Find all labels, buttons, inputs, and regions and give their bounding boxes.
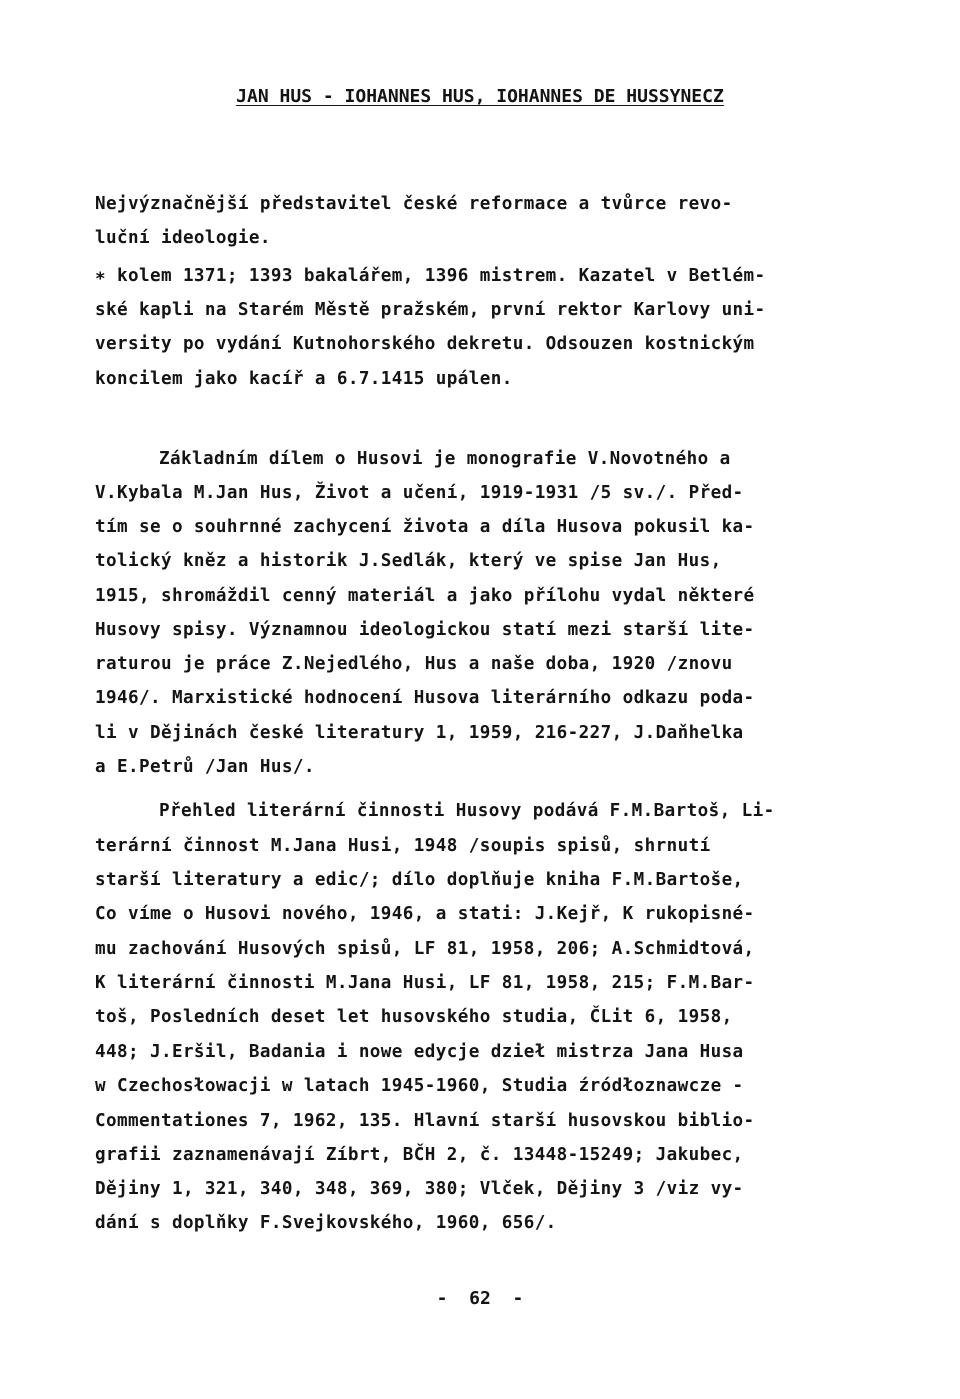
text-line: raturou je práce Z.Nejedlého, Hus a naše doba, 1920 /znovu	[95, 654, 733, 674]
text-line: w Czechosłowacji w latach 1945-1960, Studia źródłoznawcze -	[95, 1076, 744, 1096]
text-line: versity po vydání Kutnohorského dekretu. Odsouzen kostnickým	[95, 334, 755, 354]
text-line: grafii zaznamenávají Zíbrt, BČH 2, č. 13448-15249; Jakubec,	[95, 1145, 744, 1165]
text-line: Co víme o Husovi nového, 1946, a stati: J.Kejř, K rukopisné-	[95, 904, 755, 924]
text-line: V.Kybala M.Jan Hus, Život a učení, 1919-1931 /5 sv./. Před-	[95, 483, 744, 503]
text-line: mu zachování Husových spisů, LF 81, 1958, 206; A.Schmidtová,	[95, 939, 755, 959]
text-line: tolický kněz a historik J.Sedlák, který ve spise Jan Hus,	[95, 551, 722, 571]
text-line: starší literatury a edic/; dílo doplňuje kniha F.M.Bartoše,	[95, 870, 744, 890]
text-line: li v Dějinách české literatury 1, 1959, 216-227, J.Daňhelka	[95, 723, 744, 743]
text-line: koncilem jako kacíř a 6.7.1415 upálen.	[95, 369, 513, 389]
text-line: ské kapli na Starém Městě pražském, první rektor Karlovy uni-	[95, 300, 766, 320]
text-line: K literární činnosti M.Jana Husi, LF 81, 1958, 215; F.M.Bar-	[95, 973, 755, 993]
text-line: tím se o souhrnné zachycení života a díla Husova pokusil ka-	[95, 517, 755, 537]
text-line: ∗ kolem 1371; 1393 bakalářem, 1396 mistrem. Kazatel v Betlém-	[95, 266, 766, 286]
text-line: Nejvýznačnější představitel české reformace a tvůrce revo-	[95, 194, 733, 214]
text-line: a E.Petrů /Jan Hus/.	[95, 757, 315, 777]
page-title	[0, 86, 960, 107]
text-line: Přehled literární činnosti Husovy podává F.M.Bartoš, Li-	[159, 801, 775, 821]
text-line: 1915, shromáždil cenný materiál a jako přílohu vydal některé	[95, 586, 755, 606]
text-line: terární činnost M.Jana Husi, 1948 /soupis spisů, shrnutí	[95, 836, 711, 856]
page-title-text: JAN HUS - IOHANNES HUS, IOHANNES DE HUSSYNECZ	[236, 86, 724, 107]
text-line: 448; J.Eršil, Badania i nowe edycje dzieł mistrza Jana Husa	[95, 1042, 744, 1062]
text-line: toš, Posledních deset let husovského studia, ČLit 6, 1958,	[95, 1007, 733, 1027]
text-line: Dějiny 1, 321, 340, 348, 369, 380; Vlček, Dějiny 3 /viz vy-	[95, 1179, 744, 1199]
text-line: luční ideologie.	[95, 228, 271, 248]
text-line: Základním dílem o Husovi je monografie V.Novotného a	[159, 449, 731, 469]
page-number: - 62 -	[436, 1288, 524, 1309]
text-line: dání s doplňky F.Svejkovského, 1960, 656/.	[95, 1213, 557, 1233]
text-line: 1946/. Marxistické hodnocení Husova literárního odkazu poda-	[95, 688, 755, 708]
text-line: Husovy spisy. Významnou ideologickou statí mezi starší lite-	[95, 620, 755, 640]
text-line: Commentationes 7, 1962, 135. Hlavní starší husovskou biblio-	[95, 1111, 755, 1131]
